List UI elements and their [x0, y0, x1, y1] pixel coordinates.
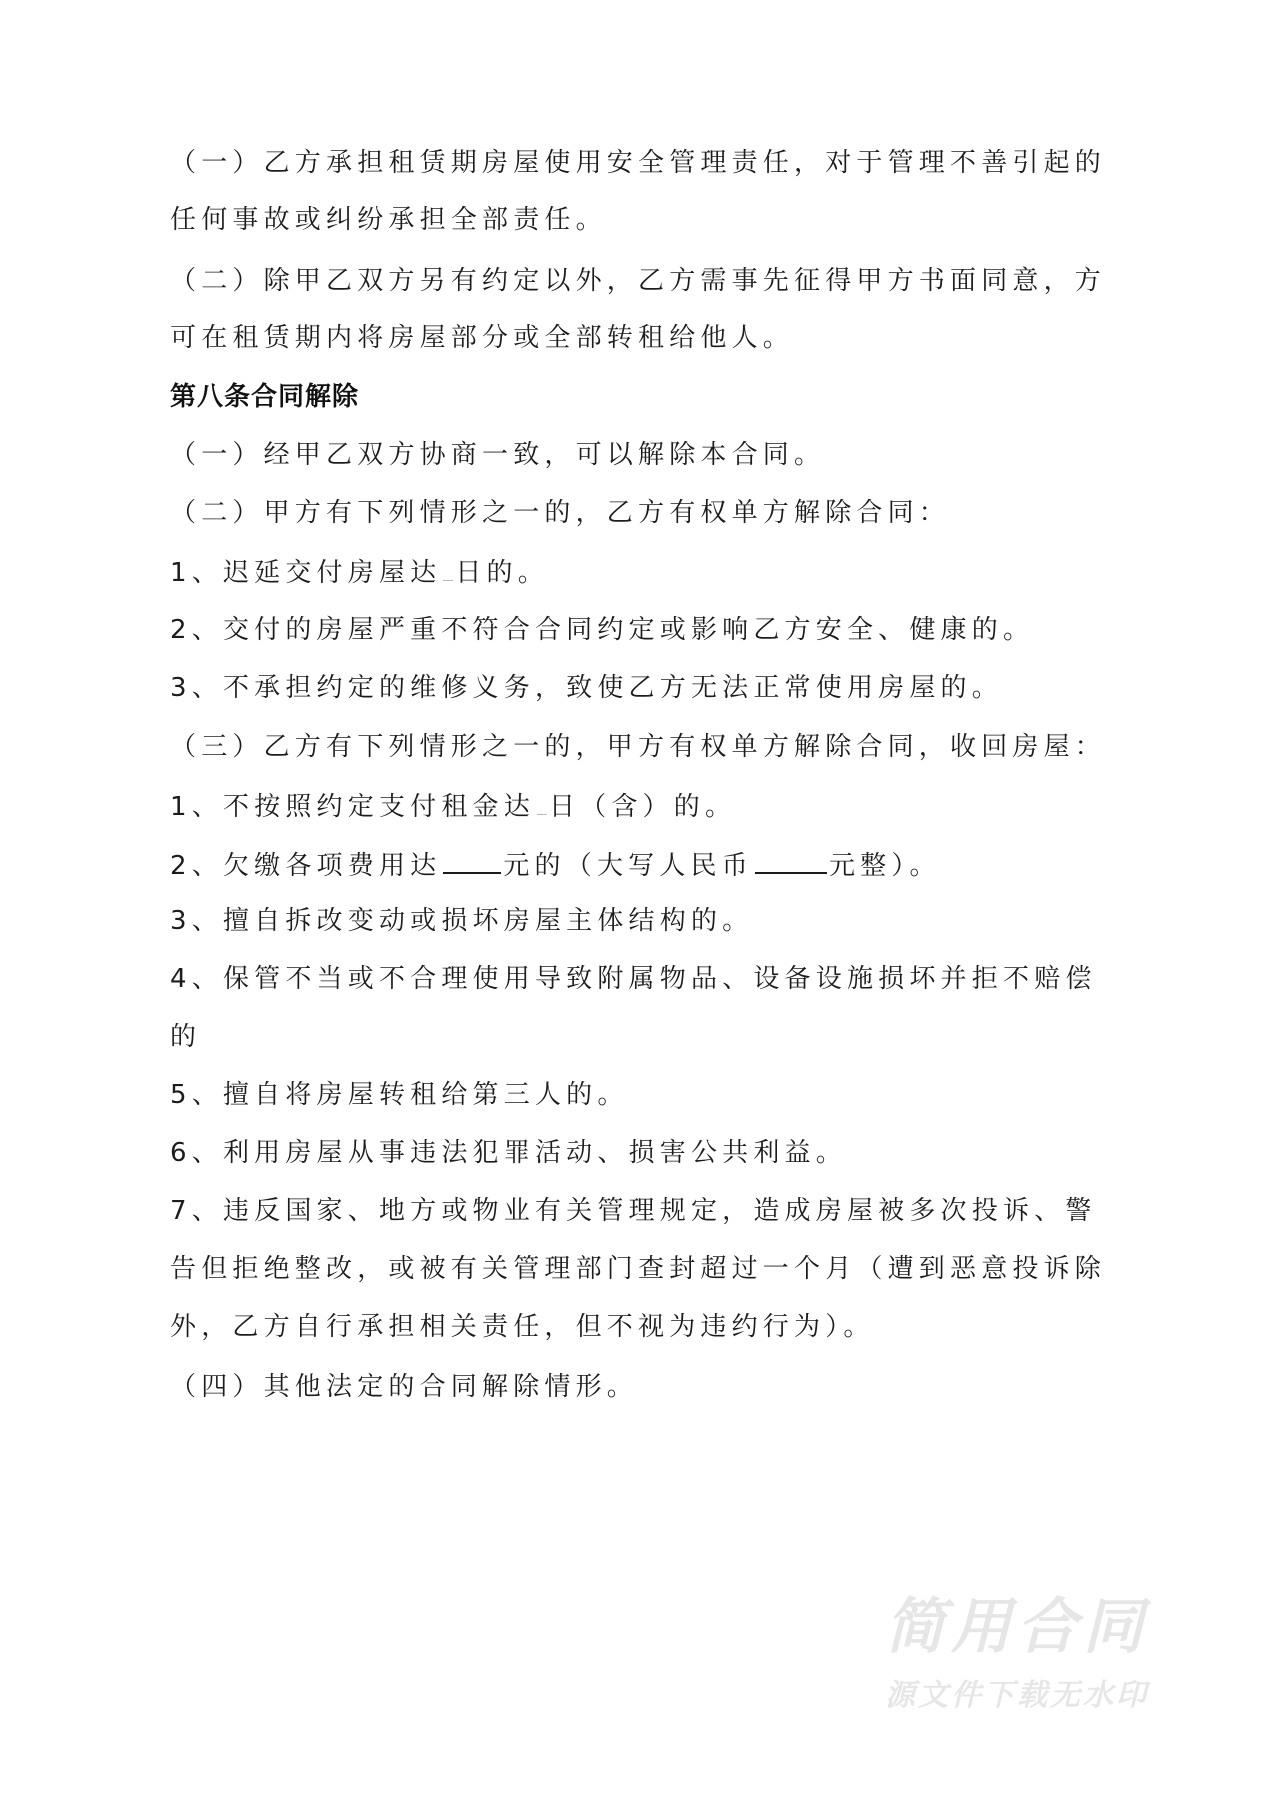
watermark-subtitle: 源文件下载无水印	[885, 1678, 1149, 1713]
fill-in-blank-amount[interactable]	[443, 846, 501, 874]
clause-8-2: （二）甲方有下列情形之一的，乙方有权单方解除合同：	[170, 498, 951, 528]
clause-8-3-item-3: 3、擅自拆改变动或损坏房屋主体结构的。	[170, 906, 754, 936]
paragraph-clause-7-1-line-2: 任何事故或纠纷承担全部责任。	[170, 205, 607, 235]
clause-8-3: （三）乙方有下列情形之一的，甲方有权单方解除合同，收回房屋：	[170, 732, 1107, 762]
clause-8-3-item-2	[170, 846, 941, 883]
clause-8-1: （一）经甲乙双方协商一致，可以解除本合同。	[170, 440, 826, 470]
clause-8-2-item-1	[170, 554, 549, 590]
fill-in-blank-amount-uppercase[interactable]	[755, 846, 827, 874]
clause-8-3-item-6: 6、利用房屋从事违法犯罪活动、损害公共利益。	[170, 1138, 847, 1168]
clause-8-3-item-4-line-1: 4、保管不当或不合理使用导致附属物品、设备设施损坏并拒不赔偿	[170, 964, 1097, 994]
watermark	[885, 1592, 1235, 1716]
clause-8-3-item-1-text: 1、不按照约定支付租金达	[170, 792, 535, 822]
clause-8-3-item-2-mid: 元的（大写人民币	[503, 851, 753, 881]
section-heading-article-8: 第八条合同解除	[170, 382, 360, 412]
clause-8-4: （四）其他法定的合同解除情形。	[170, 1372, 639, 1402]
clause-8-3-item-7-line-2: 告但拒绝整改，或被有关管理部门查封超过一个月（遭到恶意投诉除	[170, 1254, 1107, 1284]
paragraph-clause-7-2-line-1: （二）除甲乙双方另有约定以外，乙方需事先征得甲方书面同意，方	[170, 266, 1107, 296]
clause-8-2-item-1-suffix: 日的。	[455, 558, 549, 588]
clause-8-3-item-5: 5、擅自将房屋转租给第三人的。	[170, 1080, 629, 1110]
clause-8-2-item-3: 3、不承担约定的维修义务，致使乙方无法正常使用房屋的。	[170, 673, 1003, 703]
clause-8-2-item-2: 2、交付的房屋严重不符合合同约定或影响乙方安全、健康的。	[170, 615, 1035, 645]
clause-8-3-item-1-suffix: 日（含）的。	[548, 792, 737, 822]
fill-in-blank-days[interactable]	[443, 554, 453, 581]
clause-8-3-item-2-suffix: 元整）。	[828, 851, 941, 881]
fill-in-blank-rent-days[interactable]	[537, 788, 547, 815]
clause-8-3-item-4-line-2: 的	[170, 1022, 202, 1052]
clause-8-3-item-7-line-1: 7、违反国家、地方或物业有关管理规定，造成房屋被多次投诉、警	[170, 1196, 1097, 1226]
clause-8-2-item-1-text: 1、迟延交付房屋达	[170, 558, 442, 588]
clause-8-3-item-1	[170, 788, 736, 824]
paragraph-clause-7-1-line-1: （一）乙方承担租赁期房屋使用安全管理责任，对于管理不善引起的	[170, 148, 1107, 178]
paragraph-clause-7-2-line-2: 可在租赁期内将房屋部分或全部转租给他人。	[170, 323, 795, 353]
watermark-title: 简用合同	[885, 1592, 1149, 1662]
clause-8-3-item-2-text: 2、欠缴各项费用达	[170, 851, 442, 881]
clause-8-3-item-7-line-3: 外，乙方自行承担相关责任，但不视为违约行为）。	[170, 1312, 875, 1342]
